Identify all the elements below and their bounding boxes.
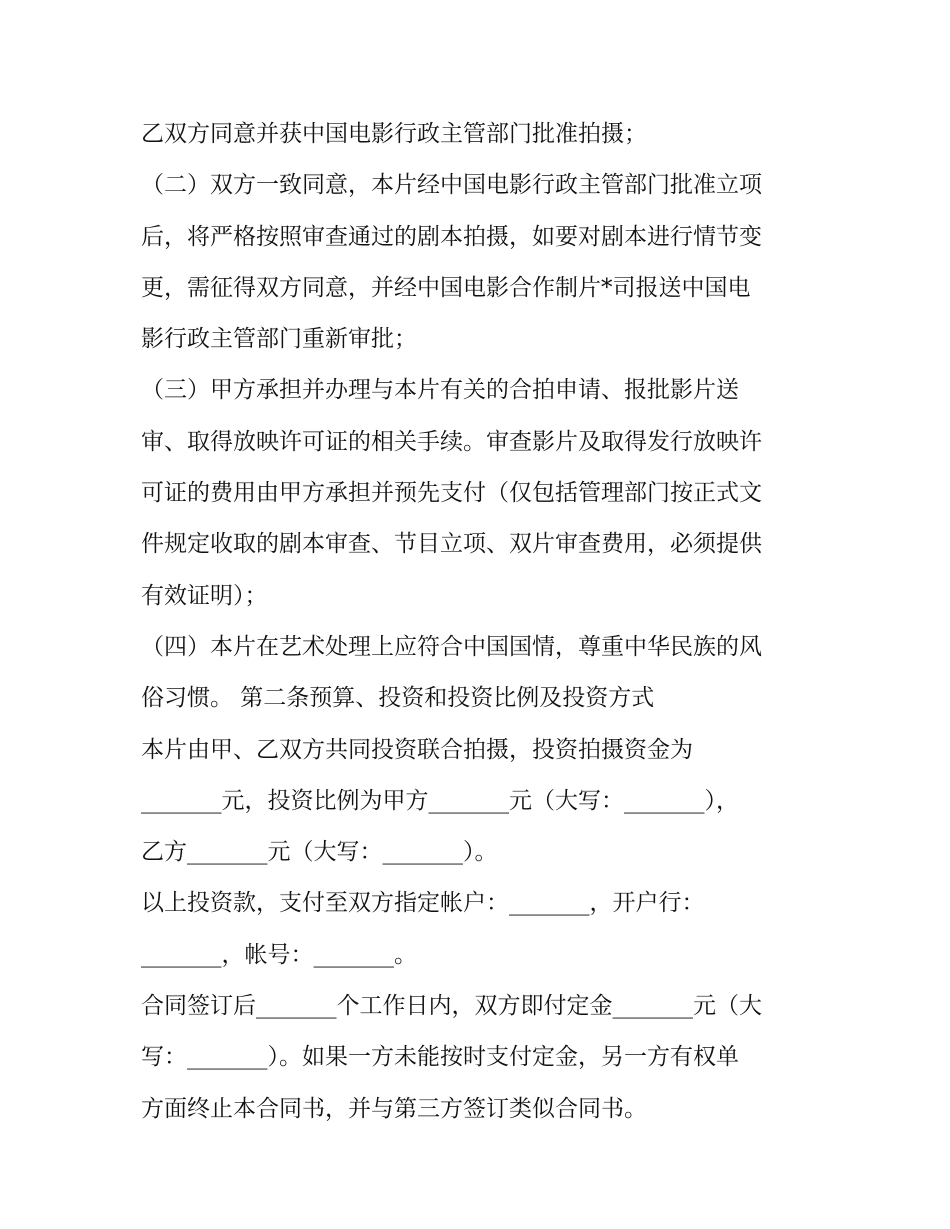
text-line: 乙双方同意并获中国电影行政主管部门批准拍摄； [141, 121, 647, 147]
text-line: 以上投资款，支付至双方指定帐户：_______，开户行： [141, 890, 705, 917]
text-line: 方面终止本合同书，并与第三方签订类似合同书。 [141, 1095, 647, 1122]
text-line: 俗习惯。 第二条预算、投资和投资比例及投资方式 [141, 685, 655, 712]
text-line: 乙方_______元（大写：_______）。 [141, 839, 498, 866]
text-line: 合同签订后_______个工作日内，双方即付定金_______元（大 [141, 993, 762, 1020]
text-line: 可证的费用由甲方承担并预先支付（仅包括管理部门按正式文 [141, 480, 762, 507]
text-line: 本片由甲、乙双方共同投资联合拍摄，投资拍摄资金为 [141, 736, 693, 763]
text-line: 写：_______）。如果一方未能按时支付定金，另一方有权单 [141, 1044, 739, 1071]
text-line: （四）本片在艺术处理上应符合中国国情，尊重中华民族的风 [141, 633, 762, 660]
contract-body [141, 109, 821, 1135]
text-line: （三）甲方承担并办理与本片有关的合拍申请、报批影片送 [141, 377, 739, 404]
text-line: _______元，投资比例为甲方_______元（大写：_______）， [141, 787, 739, 814]
text-line: 审、取得放映许可证的相关手续。审查影片及取得发行放映许 [141, 428, 762, 455]
text-line: 后，将严格按照审查通过的剧本拍摄，如要对剧本进行情节变 [141, 223, 762, 250]
text-line: （二）双方一致同意，本片经中国电影行政主管部门批准立项 [141, 172, 762, 199]
text-line: 影行政主管部门重新审批； [141, 326, 417, 353]
text-line: 更，需征得双方同意，并经中国电影合作制片*司报送中国电 [141, 274, 751, 301]
text-line: _______，帐号：_______。 [141, 941, 417, 968]
text-line: 有效证明）； [141, 582, 268, 609]
text-line: 件规定收取的剧本审查、节目立项、双片审查费用，必须提供 [141, 531, 762, 558]
